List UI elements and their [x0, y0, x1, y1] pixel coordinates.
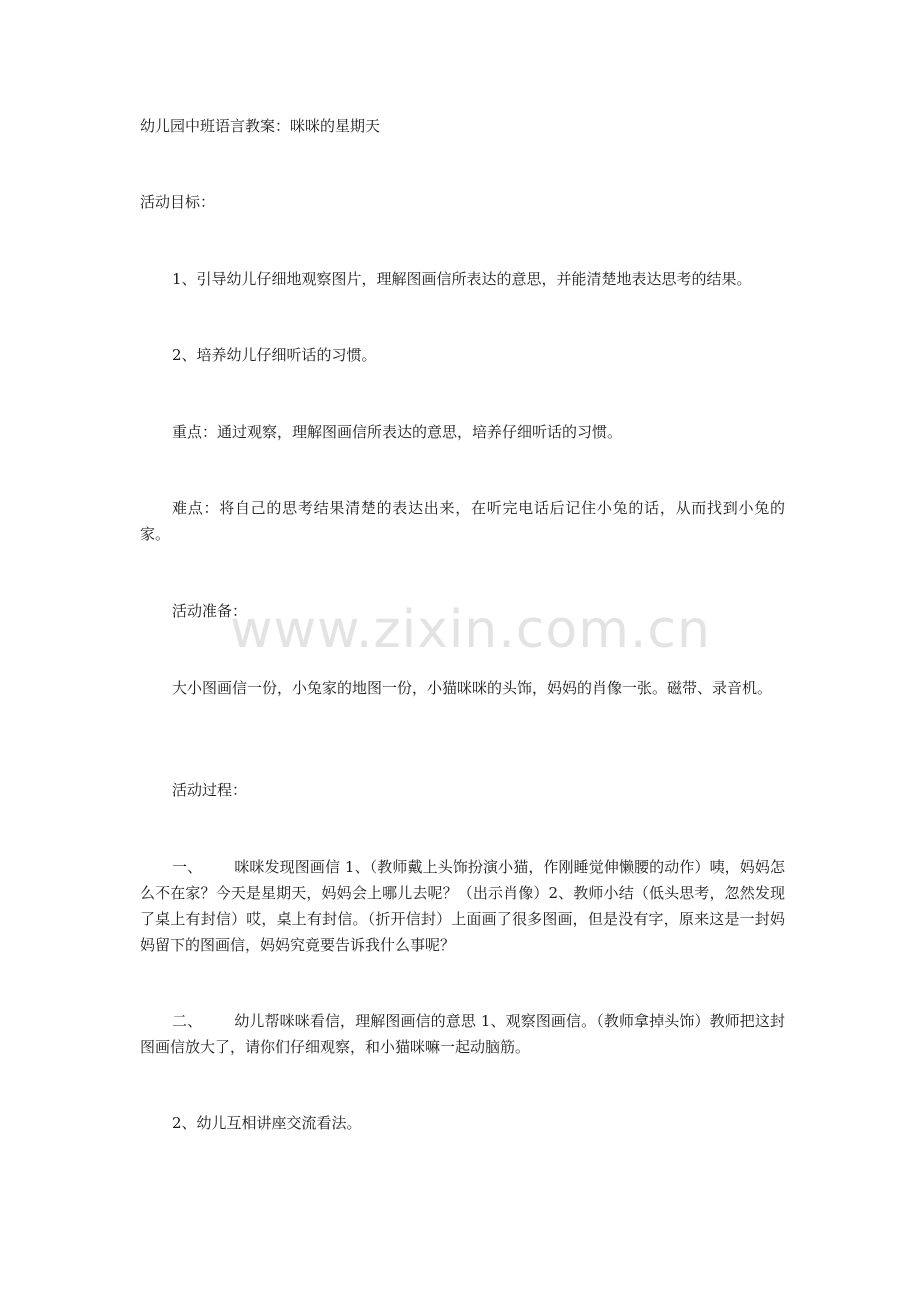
step-2-text: 幼儿帮咪咪看信，理解图画信的意思 1、观察图画信。（教师拿掉头饰）教师把这封图画信放大了，请你们仔细观察，和小猫咪嘛一起动脑筋。	[140, 1012, 785, 1056]
goal-item-1: 1、引导幼儿仔细地观察图片，理解图画信所表达的意思，并能清楚地表达思考的结果。	[172, 270, 752, 288]
process-step-2-sub: 2、幼儿互相讲座交流看法。	[172, 1114, 362, 1132]
goals-heading: 活动目标：	[140, 193, 216, 211]
process-step-2	[140, 1008, 785, 1060]
document-title: 幼儿园中班语言教案：咪咪的星期天	[140, 117, 381, 135]
difficulty: 难点：将自己的思考结果清楚的表达出来，在听完电话后记住小兔的话，从而找到小兔的家。	[140, 499, 785, 543]
goal-item-2: 2、培养幼儿仔细听话的习惯。	[172, 346, 377, 364]
process-heading: 活动过程：	[172, 781, 248, 799]
prep-text: 大小图画信一份，小兔家的地图一份，小猫咪咪的头饰，妈妈的肖像一张。磁带、录音机。	[172, 679, 773, 697]
process-step-1	[140, 854, 785, 958]
prep-heading: 活动准备：	[172, 602, 248, 620]
key-point: 重点：通过观察，理解图画信所表达的意思，培养仔细听话的习惯。	[172, 423, 623, 441]
step-1-text: 咪咪发现图画信 1、（教师戴上头饰扮演小猫，作刚睡觉伸懒腰的动作）咦，妈妈怎么不在家？今天是星期天，妈妈会上哪儿去呢？（出示肖像）2、教师小结（低头思考，忽然发现了桌上有封信）哎，桌上有封信。（折开信封）上面画了很多图画，但是没有字，原来这是一封妈妈留下的图画信，妈妈究竟要告诉我什么事呢？	[140, 858, 785, 954]
step-1-marker: 一、	[172, 858, 203, 876]
step-2-marker: 二、	[172, 1012, 203, 1030]
watermark: www.zixin.com.cn	[230, 600, 711, 660]
